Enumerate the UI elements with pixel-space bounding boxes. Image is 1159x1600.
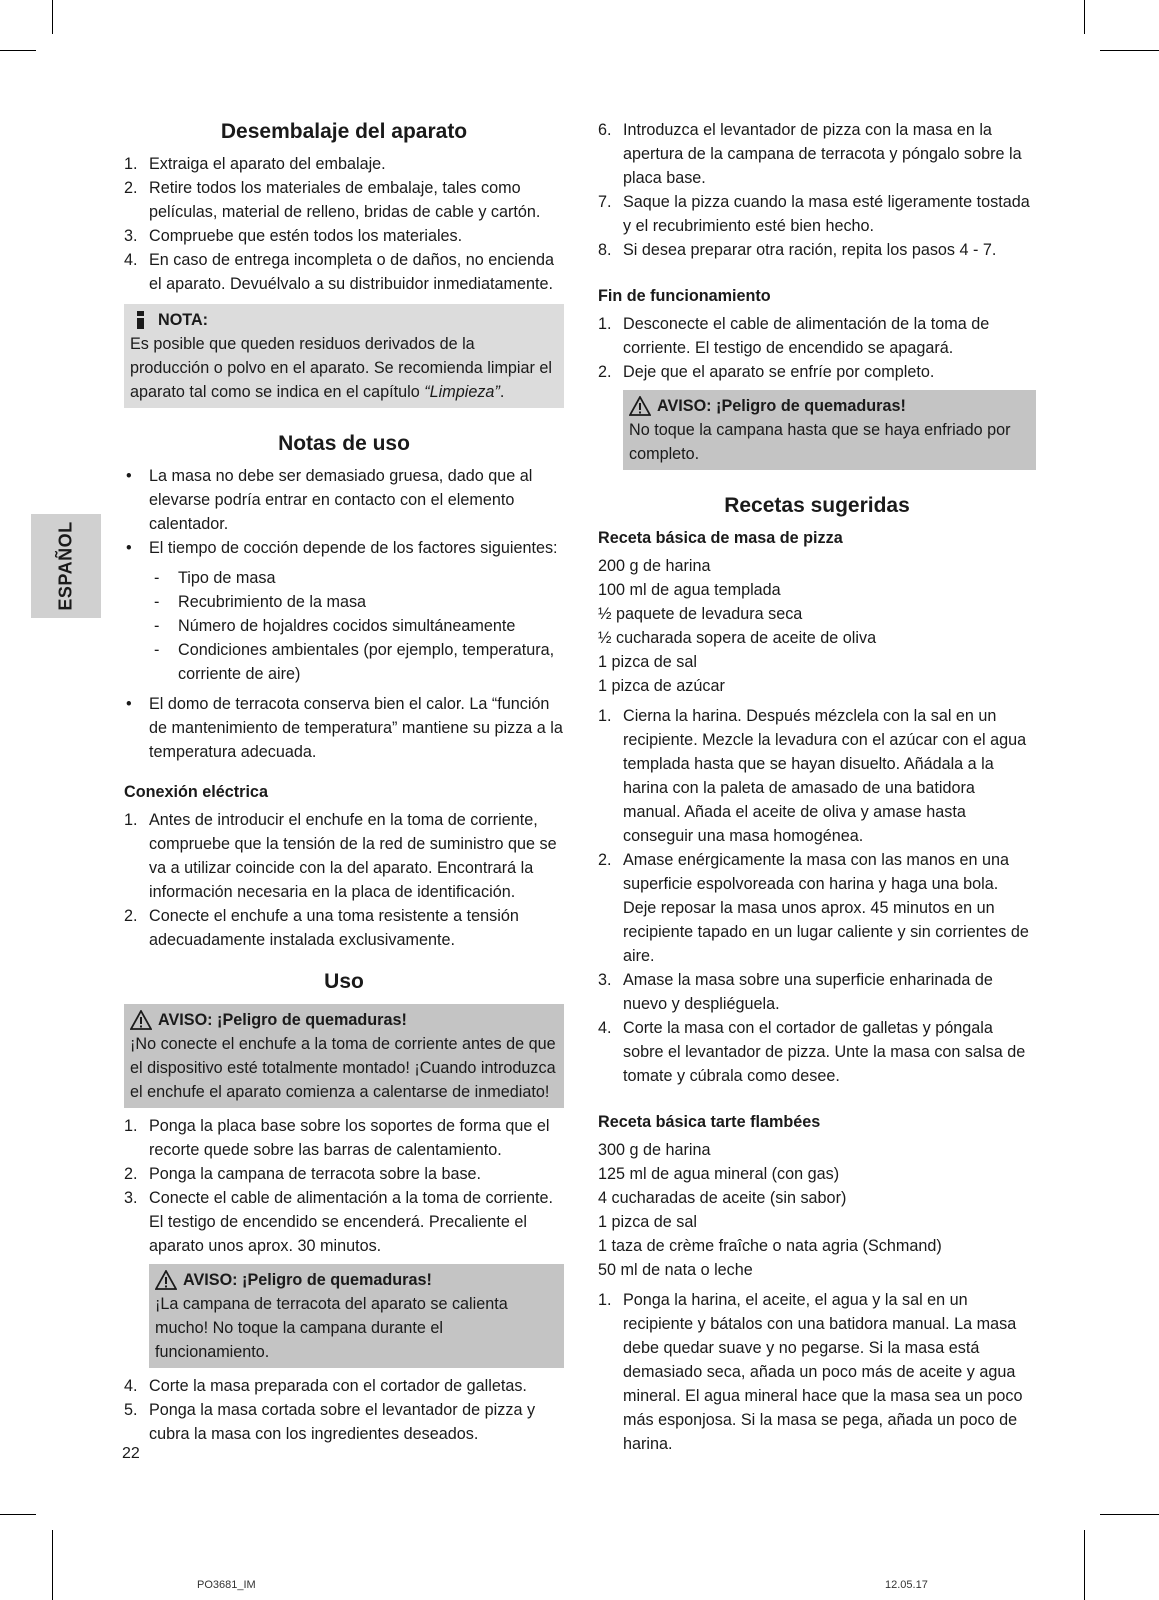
- list-item: [598, 1016, 1036, 1088]
- list-item: • El domo de terracota conserva bien el calor. La “función de mantenimiento de temperatura” mantiene su pizza a la temperatura adecuada.: [124, 692, 564, 764]
- right-column: [598, 118, 1036, 1456]
- list-item: [124, 808, 564, 904]
- list-item: [598, 118, 1036, 190]
- list-item: [124, 1398, 564, 1446]
- ingredient-line: 1 pizca de azúcar: [598, 677, 725, 695]
- list-item: [598, 704, 1036, 848]
- ingredient-line: 100 ml de agua templada: [598, 581, 781, 599]
- list-text: Ponga la placa base sobre los soportes de forma que el recorte quede sobre las barras de calentamiento.: [149, 1117, 550, 1159]
- list-number: 2.: [124, 907, 138, 925]
- list-number: 3.: [598, 971, 612, 989]
- warning-box: [124, 1004, 564, 1108]
- list-number: 2.: [124, 179, 138, 197]
- crop-mark: [1084, 1530, 1085, 1600]
- list-text: Retire todos los materiales de embalaje, tales como películas, material de relleno, bridas de cable y cartón.: [149, 179, 541, 221]
- list-text: Ponga la campana de terracota sobre la base.: [149, 1165, 482, 1183]
- section-title-unpacking: Desembalaje del aparato: [220, 120, 468, 143]
- use-steps-list-cont: [124, 1374, 564, 1446]
- recipe-title-pizza: Receta básica de masa de pizza: [598, 529, 843, 547]
- ingredient-line: 200 g de harina: [598, 557, 711, 575]
- list-item: [124, 248, 564, 296]
- warning-text: ¡La campana de terracota del aparato se calienta mucho! No toque la campana durante el funcionamiento.: [155, 1295, 508, 1361]
- list-item: [124, 904, 564, 952]
- list-number: 4.: [124, 251, 138, 269]
- list-text: Ponga la harina, el aceite, el agua y la sal en un recipiente y bátalos con una batidora manual. La masa debe quedar suave y no pegarse. Si la masa está demasiado seca, añada un poco más de aceite y agua mineral. El agua mineral hace que la masa sea un poco más esponjosa. Si la masa se pega, añada un poco de harina.: [623, 1291, 1023, 1453]
- ingredient-line: 1 taza de crème fraîche o nata agria (Schmand): [598, 1237, 942, 1255]
- subsection-title-end: Fin de funcionamiento: [598, 287, 771, 305]
- factors-list: [152, 566, 564, 686]
- crop-mark: [0, 50, 36, 51]
- warning-triangle-icon: [155, 1270, 177, 1290]
- list-item: • El tiempo de cocción depende de los factores siguientes:: [124, 536, 564, 560]
- usage-notes-list: [124, 464, 564, 560]
- warning-heading: AVISO: ¡Peligro de quemaduras!: [158, 1011, 407, 1029]
- list-text: En caso de entrega incompleta o de daños, no encienda el aparato. Devuélvalo a su distribuidor inmediatamente.: [149, 251, 554, 293]
- list-item: [598, 190, 1036, 238]
- list-number: 2.: [598, 851, 612, 869]
- list-number: 1.: [124, 1117, 138, 1135]
- list-number: 1.: [124, 155, 138, 173]
- list-number: 4.: [124, 1377, 138, 1395]
- flambee-steps: [598, 1288, 1036, 1456]
- ingredient-line: 300 g de harina: [598, 1141, 711, 1159]
- list-item: [124, 224, 564, 248]
- crop-mark: [1084, 0, 1085, 34]
- language-tab: [31, 514, 101, 618]
- list-number: 1.: [598, 707, 612, 725]
- list-text: Corte la masa con el cortador de galletas y póngala sobre el levantador de pizza. Unte la masa con salsa de tomate y cúbrala como desee.: [623, 1019, 1026, 1085]
- ingredient-line: 50 ml de nata o leche: [598, 1261, 753, 1279]
- list-item: [598, 360, 1036, 384]
- list-number: 4.: [598, 1019, 612, 1037]
- list-number: 8.: [598, 241, 612, 259]
- doc-code: PO3681_IM: [197, 1579, 256, 1591]
- warning-triangle-icon: [130, 1010, 152, 1030]
- list-item: [598, 238, 1036, 262]
- ingredient-line: ½ cucharada sopera de aceite de oliva: [598, 629, 877, 647]
- warning-heading: AVISO: ¡Peligro de quemaduras!: [657, 397, 906, 415]
- use-steps-list: [124, 1114, 564, 1258]
- list-number: 2.: [124, 1165, 138, 1183]
- list-number: 7.: [598, 193, 612, 211]
- list-text: Corte la masa preparada con el cortador de galletas.: [149, 1377, 527, 1395]
- crop-mark: [1100, 1514, 1159, 1515]
- list-item: [598, 968, 1036, 1016]
- crop-mark: [52, 0, 53, 34]
- ingredient-line: 4 cucharadas de aceite (sin sabor): [598, 1189, 847, 1207]
- pizza-steps: [598, 704, 1036, 1088]
- list-text: Amase enérgicamente la masa con las manos en una superficie espolvoreada con harina y haga una bola. Deje reposar la masa unos aprox. 45 minutos en un recipiente tapado en un lugar caliente y sin corrientes de aire.: [623, 851, 1029, 965]
- list-number: 1.: [124, 811, 138, 829]
- list-item: - Número de hojaldres cocidos simultáneamente: [152, 614, 564, 638]
- list-text: Deje que el aparato se enfríe por completo.: [623, 363, 935, 381]
- left-column: [124, 118, 564, 1446]
- use-steps-list-cont2: [598, 118, 1036, 262]
- list-text: Introduzca el levantador de pizza con la masa en la apertura de la campana de terracota y póngalo sobre la placa base.: [623, 121, 1022, 187]
- list-text: Antes de introducir el enchufe en la toma de corriente, compruebe que la tensión de la red de suministro que se va a utilizar coincide con la del aparato. Encontrará la información necesaria en la placa de identificación.: [149, 811, 557, 901]
- note-text: Es posible que queden residuos derivados de la producción o polvo en el aparato. Se recomienda limpiar el aparato tal como se indica en el capítulo “Limpieza”.: [130, 335, 553, 401]
- list-text: Desconecte el cable de alimentación de la toma de corriente. El testigo de encendido se apagará.: [623, 315, 990, 357]
- warning-text: No toque la campana hasta que se haya enfriado por completo.: [629, 421, 1011, 463]
- list-item: - Recubrimiento de la masa: [152, 590, 564, 614]
- subsection-title-electrical: Conexión eléctrica: [124, 783, 268, 801]
- list-item: - Tipo de masa: [152, 566, 564, 590]
- list-text: Conecte el cable de alimentación a la toma de corriente. El testigo de encendido se encenderá. Precaliente el aparato unos aprox. 30 minutos.: [149, 1189, 554, 1255]
- warning-triangle-icon: [629, 396, 651, 416]
- list-number: 1.: [598, 1291, 612, 1309]
- flambee-ingredients: [598, 1138, 1036, 1282]
- warning-heading: AVISO: ¡Peligro de quemaduras!: [183, 1271, 432, 1289]
- recipe-title-flambee: Receta básica tarte flambées: [598, 1113, 821, 1131]
- usage-notes-list-cont: [124, 692, 564, 764]
- note-box: [124, 304, 564, 408]
- ingredient-line: ½ paquete de levadura seca: [598, 605, 803, 623]
- list-number: 6.: [598, 121, 612, 139]
- crop-mark: [1100, 50, 1159, 51]
- crop-mark: [52, 1530, 53, 1600]
- list-text: Amase la masa sobre una superficie enharinada de nuevo y despliéguela.: [623, 971, 993, 1013]
- list-text: Extraiga el aparato del embalaje.: [149, 155, 386, 173]
- warning-text: ¡No conecte el enchufe a la toma de corriente antes de que el dispositivo esté totalmente montado! ¡Cuando introduzca el enchufe el aparato comienza a calentarse de inmediato!: [130, 1035, 556, 1101]
- list-number: 1.: [598, 315, 612, 333]
- list-item: - Condiciones ambientales (por ejemplo, temperatura, corriente de aire): [152, 638, 564, 686]
- end-steps-list: [598, 312, 1036, 384]
- info-icon: [130, 310, 152, 330]
- ingredient-line: 1 pizca de sal: [598, 1213, 697, 1231]
- warning-box: [623, 390, 1036, 470]
- electrical-list: [124, 808, 564, 952]
- list-text: Si desea preparar otra ración, repita los pasos 4 - 7.: [623, 241, 997, 259]
- language-tab-label: ESPAÑOL: [55, 521, 76, 611]
- pizza-ingredients: [598, 554, 1036, 698]
- warning-box: [149, 1264, 564, 1368]
- list-text: Compruebe que estén todos los materiales.: [149, 227, 463, 245]
- section-title-usage-notes: Notas de uso: [278, 432, 410, 455]
- note-heading: NOTA:: [158, 311, 209, 329]
- section-title-recipes: Recetas sugeridas: [724, 494, 910, 517]
- list-number: 3.: [124, 1189, 138, 1207]
- list-text: Cierna la harina. Después mézclela con la sal en un recipiente. Mezcle la levadura con el azúcar con el agua templada hasta que se hayan disuelto. Añádala a la harina con la paleta de amasado de una batidora manual. Añada el aceite de oliva y amase hasta conseguir una masa homogénea.: [623, 707, 1027, 845]
- list-item: [598, 848, 1036, 968]
- list-item: [124, 1374, 564, 1398]
- list-item: [124, 152, 564, 176]
- crop-mark: [0, 1514, 36, 1515]
- list-number: 3.: [124, 227, 138, 245]
- list-number: 5.: [124, 1401, 138, 1419]
- print-date: 12.05.17: [885, 1579, 928, 1591]
- page-number: 22: [122, 1445, 140, 1462]
- list-item: [124, 176, 564, 224]
- list-text: Conecte el enchufe a una toma resistente a tensión adecuadamente instalada exclusivamente.: [149, 907, 519, 949]
- list-item: [124, 1114, 564, 1162]
- list-item: • La masa no debe ser demasiado gruesa, dado que al elevarse podría entrar en contacto con el elemento calentador.: [124, 464, 564, 536]
- list-item: [124, 1186, 564, 1258]
- list-text: Saque la pizza cuando la masa esté ligeramente tostada y el recubrimiento esté bien hecho.: [623, 193, 1030, 235]
- list-text: Ponga la masa cortada sobre el levantador de pizza y cubra la masa con los ingredientes deseados.: [149, 1401, 536, 1443]
- ingredient-line: 125 ml de agua mineral (con gas): [598, 1165, 840, 1183]
- list-item: [598, 1288, 1036, 1456]
- list-item: [598, 312, 1036, 360]
- section-title-use: Uso: [324, 970, 364, 993]
- unpacking-list: [124, 152, 564, 296]
- list-number: 2.: [598, 363, 612, 381]
- list-item: [124, 1162, 564, 1186]
- ingredient-line: 1 pizca de sal: [598, 653, 697, 671]
